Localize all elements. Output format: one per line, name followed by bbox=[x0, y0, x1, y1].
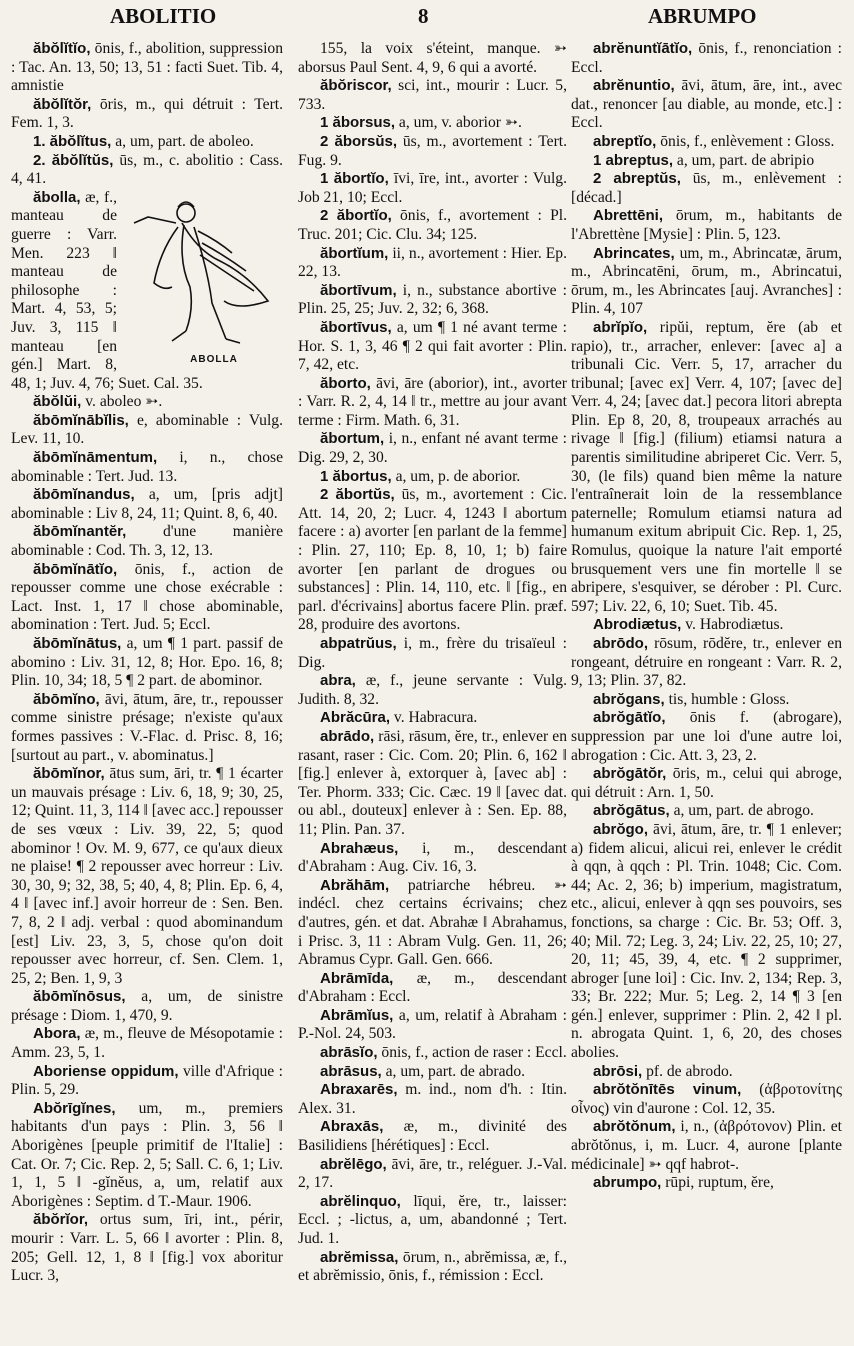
entry-definition: um, m., Abrincatæ, ārum, m., Abrincatēni, ōrum, m., Abrincatui, ōrum, m., les Abrincates [auj. Avranches] : Plin. 4, 107 bbox=[571, 244, 842, 318]
entry-definition: ūs, m., c. abolitio : Cass. 4, 41. bbox=[11, 151, 283, 188]
entry-definition: ōnis, f., avortement : Pl. Truc. 201; Cic. Clu. 34; 125. bbox=[298, 207, 567, 243]
entry-definition: ripŭi, reptum, ĕre (ab et rapio), tr., arracher, enlever: [avec a] a tribunali Cic. Verr. 5, 17, arracher du tribunal; [avec ex] Verr. 4, 107; [avec de] Verr. 4, 24; [avec dat.] pecora litori abrepta Plin. Ep 8, 20, 8, troupeaux arrachés au rivage ‖ [fig.] (filium) etiamsi natura a parentis similitudine abriperet Cic. Verr. 5, 30, (le fils) quand bien même la nature l'entraînerait loin de la ressemblance paternelle; Romulum etiamsi natura ad humanum exitum abripuit Cic. Rep. 1, 25, Romulus, quoique la nature l'ait emporté brusquement vers une fin mortelle ‖ se abripere, s'esquiver, se dérober : Pl. Curc. 597; Liv. 22, 6, 10; Suet. Tib. 45. bbox=[571, 318, 842, 615]
entry-headword: ăbōmĭnāmentum, bbox=[33, 449, 158, 467]
column-3 bbox=[571, 40, 842, 1342]
entry-headword: abrĕlinquo, bbox=[320, 1192, 401, 1210]
dictionary-entry bbox=[298, 133, 567, 170]
entry-definition: ūs, m., enlèvement : [décad.] bbox=[571, 170, 842, 206]
dictionary-entry bbox=[571, 691, 842, 710]
entry-headword: 1 ăbortus, bbox=[320, 467, 392, 485]
entry-definition: ūs, m., avortement : Tert. Fug. 9. bbox=[298, 132, 567, 169]
entry-headword: abrumpo, bbox=[593, 1174, 662, 1192]
entry-definition: i, n., chose abominable : Tert. Jud. 13. bbox=[11, 449, 283, 485]
dictionary-entry bbox=[298, 468, 567, 487]
dictionary-entry bbox=[571, 170, 842, 207]
dictionary-entry bbox=[11, 1025, 283, 1062]
entry-definition: ōnis, f., renonciation : Eccl. bbox=[571, 40, 842, 76]
robed-figure-icon bbox=[128, 191, 278, 351]
entry-headword: abrŏgātus, bbox=[593, 802, 670, 820]
entry-headword: ăbortĭum, bbox=[320, 244, 389, 262]
entry-definition: āvi, ātum, āre, int., avec dat., renoncer [au diable, au monde, etc.] : Eccl. bbox=[571, 77, 842, 132]
entry-headword: abrōsi, bbox=[593, 1062, 643, 1080]
entry-definition: rāsi, rāsum, ĕre, tr., enlever en rasant, raser : Cic. Com. 20; Plin. 6, 162 ‖ [fig.] enlever à, extorquer à, [avec ab] : Ter. Phorm. 333; Cic. Cæc. 19 ‖ [avec dat. ou abl., douteux] enlever à : Sen. Ep. 88, 11; Plin. Pan. 37. bbox=[298, 727, 567, 838]
entry-headword: 2. ăbŏlĭtŭs, bbox=[33, 151, 114, 169]
entry-headword: abrĕlēgo, bbox=[320, 1155, 387, 1173]
dictionary-entry bbox=[298, 635, 567, 672]
entry-definition: ūs, m., avortement : Cic. Att. 14, 20, 2; Lucr. 4, 1243 ‖ abortum facere : a) avorter [en parlant de la femme] : Plin. 27, 110; Ep. 8, 10, 1; b) faire avorter [en parlant de drogues ou substances] : Plin. 14, 110, etc. ‖ [fig., en parl. d'écrivains] abortus facere Plin. præf. 28, produire des avortons. bbox=[298, 486, 567, 634]
entry-definition: i, n., substance abortive : Plin. 25, 25; Juv. 2, 32; 6, 368. bbox=[298, 281, 567, 318]
entry-headword: ăbōmĭnandus, bbox=[33, 486, 135, 504]
dictionary-entry bbox=[571, 1174, 842, 1193]
dictionary-entry bbox=[571, 207, 842, 244]
dictionary-entry bbox=[298, 1081, 567, 1118]
dictionary-entry bbox=[298, 245, 567, 282]
entry-headword: Abora, bbox=[33, 1025, 81, 1043]
entry-definition: v. aboleo ➳. bbox=[81, 393, 163, 411]
figure-caption: ABOLLA bbox=[190, 353, 238, 365]
entry-headword: ăbōmĭnātus, bbox=[33, 635, 122, 652]
dictionary-entry bbox=[298, 1156, 567, 1193]
entry-headword: abrĕmissa, bbox=[320, 1248, 399, 1266]
entry-definition: um, m., premiers habitants d'un pays : Plin. 3, 56 ‖ Aborigènes [peuple primitif de l'Italie] : Cat. Or. 7; Cic. Rep. 2, 5; Sall. C. 6, 1; Liv. 1, 1, 5 ‖ -gĭnĕus, a, um, relatif aux Aborigènes : Septim. d T.-Maur. 1906. bbox=[11, 1099, 283, 1210]
dictionary-entry bbox=[571, 1063, 842, 1082]
dictionary-entry bbox=[571, 709, 842, 765]
entry-headword: 2 ăborsŭs, bbox=[320, 132, 397, 150]
dictionary-entry bbox=[571, 152, 842, 171]
entry-headword: ăbōmĭno, bbox=[33, 690, 100, 708]
column-1 bbox=[11, 40, 283, 1342]
entry-definition: ōnis f. (abrogare), suppression par une loi d'une autre loi, abrogation : Cic. Att. 3, 23, 2. bbox=[571, 709, 842, 764]
dictionary-entry bbox=[571, 765, 842, 802]
entry-headword: Abŏrīgĭnes, bbox=[33, 1099, 116, 1117]
entry-definition: d'une manière abominable : Cod. Th. 3, 12, 13. bbox=[11, 523, 283, 560]
dictionary-entry bbox=[571, 77, 842, 133]
dictionary-entry bbox=[11, 1063, 283, 1100]
dictionary-entry bbox=[298, 1007, 567, 1044]
entry-headword: ăbolla, bbox=[33, 188, 81, 206]
entry-definition: āvi, ātum, āre, tr., repousser comme sinistre présage; n'existe qu'aux formes passives : V.-Flac. d. Prisc. 8, 16; [surtout au part., v. abominatus.] bbox=[11, 690, 283, 764]
entry-definition: æ, f., jeune servante : Vulg. Judith. 8, 32. bbox=[298, 672, 567, 708]
entry-headword: Abrăhām, bbox=[320, 876, 390, 894]
dictionary-entry bbox=[571, 319, 842, 617]
entry-headword: ăbortīvum, bbox=[320, 281, 397, 299]
entry-definition: līqui, ĕre, tr., laisser: Eccl. ; -lictus, a, um, abandonné ; Tert. Jud. 1. bbox=[298, 1192, 567, 1247]
entry-definition: (ἀβροτονίτης οἶνος) vin d'aurone : Col. 12, 35. bbox=[571, 1081, 842, 1117]
dictionary-entry bbox=[298, 1118, 567, 1155]
dictionary-entry bbox=[298, 114, 567, 133]
dictionary-entry bbox=[298, 207, 567, 244]
entry-definition: i, n., (ἀβρότονον) Plin. et abrŏtŏnus, i, m. Lucr. 4, aurone [plante médicinale] ➳ qqf habrot-. bbox=[571, 1118, 842, 1173]
entry-definition: ōnis, f., abolition, suppression : Tac. An. 13, 50; 13, 51 : facti Suet. Tib. 4, amnistie bbox=[11, 40, 283, 95]
dictionary-entry bbox=[11, 133, 283, 152]
page-header bbox=[0, 4, 854, 34]
abolla-illustration bbox=[123, 191, 283, 369]
entry-headword: abrāsĭo, bbox=[320, 1044, 378, 1062]
dictionary-entry bbox=[298, 77, 567, 114]
dictionary-entry bbox=[298, 1193, 567, 1249]
entry-definition: a, um, part. de aboleo. bbox=[111, 132, 254, 150]
dictionary-entry bbox=[298, 728, 567, 840]
dictionary-entry bbox=[298, 709, 567, 728]
entry-definition: ii, n., avortement : Hier. Ep. 22, 13. bbox=[298, 244, 567, 281]
dictionary-entry bbox=[298, 40, 567, 77]
entry-definition: a, um, relatif à Abraham : P.-Nol. 24, 503. bbox=[298, 1006, 567, 1043]
dictionary-entry bbox=[11, 449, 283, 486]
entry-headword: abra, bbox=[320, 672, 356, 690]
entry-definition: i, m., frère du trisaïeul : Dig. bbox=[298, 635, 567, 671]
entry-headword: 1 abreptus, bbox=[593, 151, 674, 169]
dictionary-entry bbox=[11, 988, 283, 1025]
entry-definition: ōrum, n., abrĕmissa, æ, f., et abrĕmissio, ōnis, f., rémission : Eccl. bbox=[298, 1248, 567, 1285]
entry-definition: āvi, ātum, āre, tr. ¶ 1 enlever; a) fidem alicui, alicui rei, enlever le crédit à qqn, à qqch : Pl. Trin. 1048; Cic. Com. 44; Ac. 2, 36; b) imperium, magistratum, etc., alicui, enlever à qqn ses pouvoirs, ses fonctions, sa charge : Cic. Br. 53; Off. 3, 40; Mil. 72; Leg. 3, 24; Liv. 22, 25, 10; 27, 20, 11; 45, 39, 4, etc. ¶ 2 supprimer, abroger [une loi] : Cic. Inv. 2, 134; Rep. 3, 33; Br. 222; Mur. 5; Leg. 2, 14 ¶ 3 [en gén.] enlever, supprimer : Plin. 2, 42 ‖ pl. n. abrogata Quint. 1, 6, 20, des choses abolies. bbox=[571, 820, 842, 1062]
dictionary-entry bbox=[11, 189, 283, 394]
header-left-guideword: ABOLITIO bbox=[110, 4, 217, 28]
dictionary-entry bbox=[11, 486, 283, 523]
entry-headword: abrŏgātŏr, bbox=[593, 765, 667, 783]
entry-headword: 1 ăbortĭo, bbox=[320, 170, 389, 188]
entry-headword: Abraxās, bbox=[320, 1118, 384, 1136]
entry-headword: ăbŏlĭtŏr, bbox=[33, 95, 92, 113]
entry-definition: æ, m., fleuve de Mésopotamie : Amm. 23, 5, 1. bbox=[11, 1025, 283, 1062]
entry-definition: m. ind., nom d'h. : Itin. Alex. 31. bbox=[298, 1081, 567, 1117]
entry-definition: ōris, m., celui qui abroge, qui détruit : Arn. 1, 50. bbox=[571, 765, 842, 801]
dictionary-entry bbox=[11, 765, 283, 988]
header-right-guideword: ABRUMPO bbox=[648, 4, 757, 28]
entry-definition: a, um, part. de abrado. bbox=[381, 1062, 526, 1080]
entry-headword: abrĕnuntio, bbox=[593, 77, 675, 95]
entry-definition: āvi, āre (aborior), int., avorter : Varr. R. 2, 4, 14 ‖ tr., mettre au jour avant terme : Firm. Math. 6, 31. bbox=[298, 374, 567, 429]
entry-definition: pf. de abrodo. bbox=[642, 1062, 733, 1080]
dictionary-entry bbox=[571, 133, 842, 152]
entry-definition: a, um, p. de aborior. bbox=[391, 467, 521, 485]
dictionary-entry bbox=[298, 1063, 567, 1082]
entry-headword: ăbōmĭnābĭlis, bbox=[33, 411, 129, 429]
entry-headword: Aboriense oppidum, bbox=[33, 1062, 179, 1080]
dictionary-entry bbox=[11, 96, 283, 133]
entry-headword: abrādo, bbox=[320, 727, 375, 745]
entry-headword: abrŏgātĭo, bbox=[593, 709, 666, 727]
dictionary-entry bbox=[11, 691, 283, 765]
entry-definition: v. Habrodiætus. bbox=[681, 616, 784, 634]
dictionary-entry bbox=[298, 1249, 567, 1286]
dictionary-entry bbox=[298, 486, 567, 635]
dictionary-entry bbox=[298, 877, 567, 970]
entry-headword: abrŏgo, bbox=[593, 820, 648, 838]
entry-headword: ăbōmĭnor, bbox=[33, 765, 105, 783]
entry-headword: ăbŏlŭi, bbox=[33, 393, 82, 411]
entry-headword: abrāsus, bbox=[320, 1062, 382, 1080]
entry-headword: Abrāmĭus, bbox=[320, 1006, 394, 1024]
dictionary-entry bbox=[11, 523, 283, 560]
entry-headword: abrĭpĭo, bbox=[593, 318, 648, 336]
entry-headword: ăbŏriscor, bbox=[320, 77, 392, 95]
entry-definition: a, um, [pris adjt] abominable : Liv 8, 24, 11; Quint. 8, 6, 40. bbox=[11, 486, 283, 522]
dictionary-entry bbox=[571, 616, 842, 635]
entry-definition: ōnis, f., action de raser : Eccl. bbox=[377, 1044, 567, 1062]
dictionary-entry bbox=[298, 170, 567, 207]
entry-headword: abrōdo, bbox=[593, 635, 648, 652]
dictionary-entry bbox=[571, 1081, 842, 1118]
entry-headword: ăbōmĭnōsus, bbox=[33, 988, 126, 1006]
dictionary-entry bbox=[298, 970, 567, 1007]
dictionary-entry bbox=[571, 40, 842, 77]
entry-headword: ăbōmĭnantĕr, bbox=[33, 523, 127, 541]
dictionary-entry bbox=[11, 412, 283, 449]
entry-definition: v. Habracura. bbox=[390, 709, 478, 727]
entry-headword: ăbŏlĭtĭo, bbox=[33, 40, 91, 57]
dictionary-entry bbox=[11, 561, 283, 635]
entry-headword: ăborto, bbox=[320, 374, 371, 392]
entry-definition: a, um ¶ 1 né avant terme : Hor. S. 1, 3, 46 ¶ 2 qui fait avorter : Plin. 7, 42, etc. bbox=[298, 318, 567, 374]
dictionary-entry bbox=[298, 375, 567, 431]
entry-definition: e, abominable : Vulg. Lev. 11, 10. bbox=[11, 411, 283, 448]
dictionary-entry bbox=[298, 1044, 567, 1063]
dictionary-entry bbox=[11, 40, 283, 96]
entry-definition: patriarche hébreu. ➳ indécl. chez certains écrivains; chez d'autres, gén. et dat. Abrahæ ‖ Abrahamus, i Prisc. 3, 11 : Abram Vulg. Gen. 11, 26; Abramus Cypr. Gall. Gen. 666. bbox=[298, 876, 567, 969]
entry-definition: sci, int., mourir : Lucr. 5, 733. bbox=[298, 77, 567, 113]
dictionary-entry bbox=[298, 319, 567, 375]
entry-headword: abreptĭo, bbox=[593, 132, 657, 150]
entry-definition: a, um, de sinistre présage : Diom. 1, 470, 9. bbox=[11, 988, 283, 1024]
entry-definition: ōris, m., qui détruit : Tert. Fem. 1, 3. bbox=[11, 95, 283, 132]
entry-headword: ăbōmĭnātĭo, bbox=[33, 560, 118, 578]
entry-definition: āvi, āre, tr., reléguer. J.-Val. 2, 17. bbox=[298, 1155, 567, 1192]
dictionary-entry bbox=[11, 1211, 283, 1285]
entry-definition: ville d'Afrique : Plin. 5, 29. bbox=[11, 1062, 283, 1099]
entry-definition: īvi, īre, int., avorter : Vulg. Job 21, 10; Eccl. bbox=[298, 170, 567, 206]
entry-headword: Abraxarēs, bbox=[320, 1081, 398, 1099]
entry-headword: 2 ăbortŭs, bbox=[320, 486, 395, 504]
entry-definition: rōsum, rōdĕre, tr., enlever en rongeant, détruire en rongeant : Varr. R. 2, 9, 13; Plin. 37, 82. bbox=[571, 635, 842, 690]
dictionary-entry bbox=[571, 802, 842, 821]
dictionary-entry bbox=[571, 821, 842, 1063]
dictionary-entry bbox=[571, 635, 842, 691]
entry-headword: Abrincates, bbox=[593, 244, 675, 262]
entry-headword: ăbŏrĭor, bbox=[33, 1211, 89, 1229]
entry-headword: 1. ăbŏlĭtus, bbox=[33, 132, 112, 150]
dictionary-entry bbox=[11, 152, 283, 189]
entry-definition: ātus sum, āri, tr. ¶ 1 écarter un mauvais présage : Liv. 6, 18, 9; 30, 25, 12; Quint. 11, 3, 114 ‖ [avec acc.] repousser de ses vœux : Liv. 39, 22, 5; quod abominor ! Ov. M. 9, 677, ce qu'aux dieux ne plaise! ¶ 2 repousser avec horreur : Liv. 30, 30, 9; 32, 38, 5; 40, 4, 8; Plin. Ep. 6, 4, 4 ‖ [avec inf.] avoir horreur de : Sen. Ben. 7, 8, 2 ‖ adj. verbal : quod abominandum [est] Liv. 23, 3, 5, chose qu'on doit repousser avec horreur, cf. Sen. Clem. 1, 25, 2; Ben. 1, 9, 3 bbox=[11, 765, 283, 987]
entry-definition: a, um, part. de abrogo. bbox=[669, 802, 814, 820]
entry-definition: tis, humble : Gloss. bbox=[664, 690, 790, 708]
dictionary-entry bbox=[571, 1118, 842, 1174]
entry-definition: 155, la voix s'éteint, manque. ➳ aborsus Paul Sent. 4, 9, 6 qui a avorté. bbox=[298, 40, 567, 76]
entry-headword: ăbortum, bbox=[320, 430, 385, 448]
entry-headword: Abrăcūra, bbox=[320, 709, 391, 727]
entry-headword: abpatrŭus, bbox=[320, 635, 397, 652]
entry-definition: a, um, v. aborior ➳. bbox=[395, 114, 522, 132]
entry-definition: ōnis, f., enlèvement : Gloss. bbox=[656, 132, 835, 150]
entry-definition: ōnis, f., action de repousser comme une chose exécrable : Lact. Inst. 1, 17 ‖ chose abominable, abomination : Tert. Jud. 5; Eccl. bbox=[11, 560, 283, 634]
dictionary-entry bbox=[298, 840, 567, 877]
dictionary-entry bbox=[11, 635, 283, 691]
dictionary-entry bbox=[11, 1100, 283, 1212]
dictionary-entry bbox=[298, 430, 567, 467]
page-number: 8 bbox=[418, 4, 429, 28]
entry-headword: abrŏtŏnum, bbox=[593, 1118, 676, 1136]
dictionary-entry bbox=[298, 672, 567, 709]
dictionary-entry bbox=[11, 393, 283, 412]
dictionary-entry bbox=[571, 245, 842, 319]
entry-definition: æ, f., manteau de guerre : Varr. Men. 223 ‖ manteau de philosophe : Mart. 4, 53, 5; Juv. 3, 115 ‖ manteau [en gén.] Mart. 8, 48, 1; Juv. 4, 76; Suet. Cal. 35. bbox=[11, 188, 203, 392]
column-2 bbox=[298, 40, 567, 1342]
entry-headword: Abrāmīda, bbox=[320, 969, 394, 987]
entry-definition: a, um, part. de abripio bbox=[673, 151, 815, 169]
entry-definition: ortus sum, īri, int., périr, mourir : Varr. L. 5, 66 ‖ avorter : Plin. 8, 205; Gell. 12, 1, 8 ‖ [fig.] vox aboritur Lucr. 3, bbox=[11, 1211, 283, 1285]
entry-headword: Abrahæus, bbox=[320, 839, 399, 857]
entry-definition: i, n., enfant né avant terme : Dig. 29, 2, 30. bbox=[298, 430, 567, 467]
entry-headword: 1 ăborsus, bbox=[320, 114, 396, 132]
dictionary-entry bbox=[298, 282, 567, 319]
entry-headword: Abrodiætus, bbox=[593, 616, 682, 634]
entry-headword: ăbortīvus, bbox=[320, 318, 392, 336]
entry-definition: æ, m., descendant d'Abraham : Eccl. bbox=[298, 969, 567, 1006]
entry-headword: abrŏgans, bbox=[593, 690, 665, 708]
entry-headword: abrŏtŏnītēs vinum, bbox=[593, 1081, 742, 1099]
entry-definition: rūpi, ruptum, ĕre, bbox=[661, 1174, 774, 1192]
entry-headword: Abrettēni, bbox=[593, 207, 664, 225]
entry-definition: ōrum, m., habitants de l'Abrettène [Mysie] : Plin. 5, 123. bbox=[571, 207, 842, 243]
entry-definition: a, um ¶ 1 part. passif de abomino : Liv. 31, 12, 8; Hor. Epo. 16, 8; Plin. 10, 34; 18, 5 ¶ 2 part. de abominor. bbox=[11, 635, 283, 690]
entry-definition: i, m., descendant d'Abraham : Aug. Civ. 16, 3. bbox=[298, 839, 567, 876]
entry-definition: æ, m., divinité des Basilidiens [hérétiques] : Eccl. bbox=[298, 1118, 567, 1155]
entry-headword: 2 ăbortĭo, bbox=[320, 207, 392, 225]
entry-headword: 2 abreptŭs, bbox=[593, 170, 681, 188]
entry-headword: abrĕnuntĭātĭo, bbox=[593, 40, 693, 57]
